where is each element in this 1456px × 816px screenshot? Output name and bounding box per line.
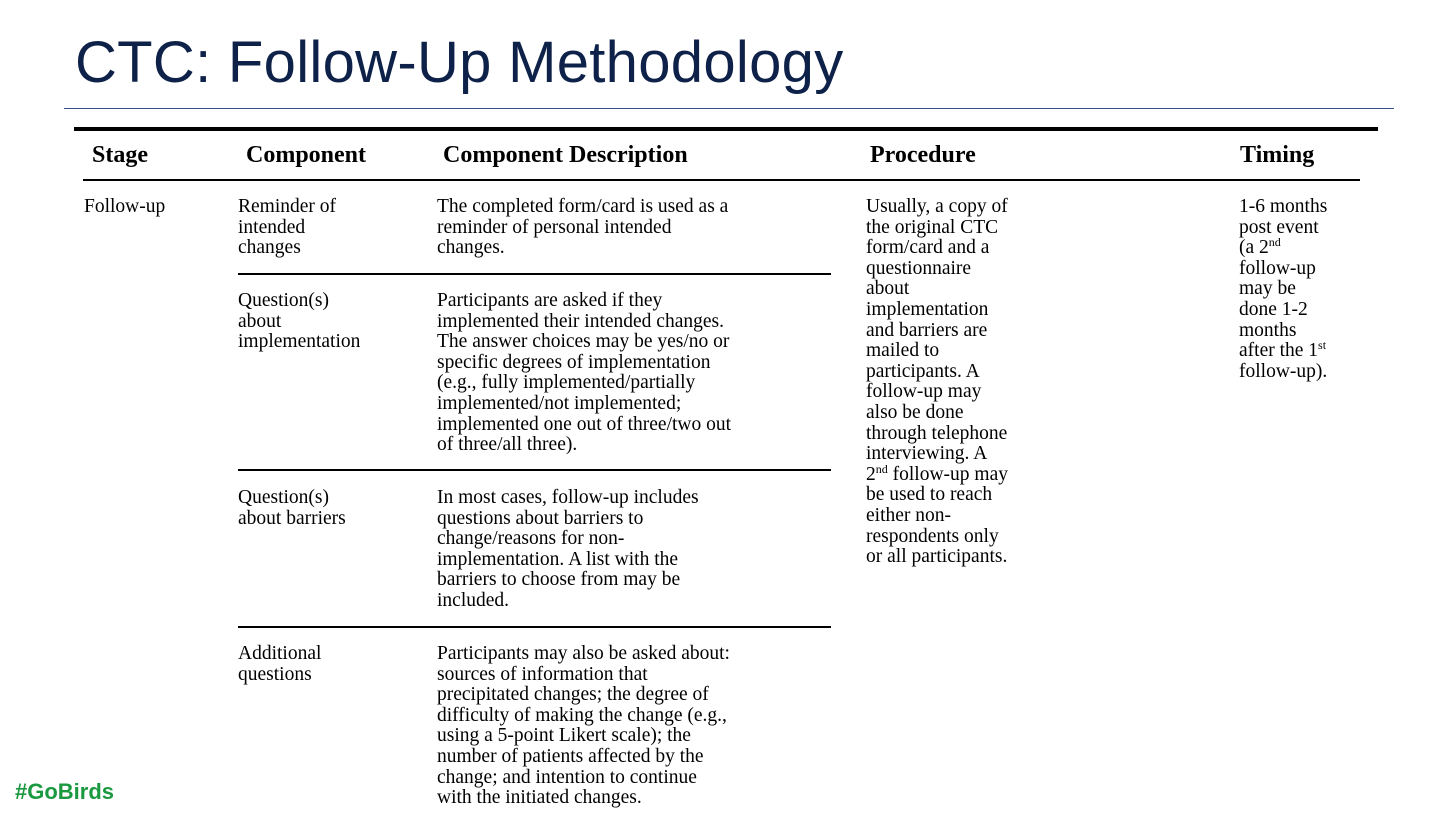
procedure-line: interviewing. A [866, 443, 988, 465]
component-line: about barriers [238, 507, 346, 529]
procedure-ordinal: 2 [866, 463, 876, 485]
description-cell [437, 197, 728, 259]
header-description: Component Description [443, 142, 688, 168]
timing-line [1239, 235, 1327, 259]
description-line: implementation. A list with the [437, 548, 679, 570]
timing-cell [1239, 197, 1327, 382]
description-line: (e.g., fully implemented/partially [437, 372, 696, 394]
header-component: Component [246, 142, 367, 168]
row-separator [238, 626, 831, 628]
procedure-line: follow-up may [866, 381, 982, 403]
procedure-line: questionnaire [866, 257, 972, 279]
procedure-line: respondents only [866, 525, 999, 547]
procedure-line: participants. A [866, 360, 980, 382]
timing-line: may be [1239, 278, 1296, 300]
component-line: implementation [238, 331, 361, 353]
description-line: In most cases, follow-up includes [437, 487, 699, 508]
description-line: The answer choices may be yes/no or [437, 331, 730, 353]
component-line: about [238, 310, 282, 332]
description-line: using a 5-point Likert scale); the [437, 725, 691, 747]
description-line: implemented their intended changes. [437, 310, 724, 332]
header-procedure: Procedure [870, 142, 976, 168]
description-line: difficulty of making the change (e.g., [437, 704, 727, 726]
component-cell [238, 488, 346, 529]
timing-line: follow-up). [1239, 360, 1328, 382]
procedure-line-rest: follow-up may [887, 463, 1008, 485]
timing-line [1239, 338, 1327, 362]
procedure-line: also be done [866, 401, 964, 423]
description-line: with the initiated changes. [437, 787, 642, 809]
title-divider [64, 108, 1394, 109]
component-cell [238, 291, 360, 353]
procedure-line: through telephone [866, 422, 1008, 444]
row-separator [238, 469, 831, 471]
description-line: of three/all three). [437, 434, 578, 456]
procedure-line: about [866, 278, 910, 300]
component-line: intended [238, 216, 306, 238]
row-separator [238, 273, 831, 275]
procedure-ordinal-suffix: nd [875, 461, 888, 476]
description-line: reminder of personal intended [437, 216, 672, 238]
description-line: specific degrees of implementation [437, 351, 711, 373]
component-line: changes [238, 237, 301, 259]
component-cell [238, 644, 321, 685]
timing-ordinal-suffix: nd [1268, 235, 1281, 250]
procedure-line [866, 461, 1008, 486]
timing-line: follow-up [1239, 257, 1316, 279]
timing-ordinal-suffix: st [1318, 338, 1327, 353]
hashtag-label: #GoBirds [15, 779, 115, 804]
procedure-line: Usually, a copy of [866, 196, 1008, 217]
component-line: Additional [238, 643, 322, 664]
description-line: sources of information that [437, 663, 648, 685]
description-line: changes. [437, 237, 505, 259]
table-header-rule [83, 179, 1360, 181]
slide-title: CTC: Follow-Up Methodology [75, 30, 844, 95]
component-line: Question(s) [238, 290, 329, 311]
description-line: implemented one out of three/two out [437, 413, 732, 435]
description-line: Participants may also be asked about: [437, 643, 730, 664]
procedure-line: mailed to [866, 340, 940, 362]
procedure-line: or all participants. [866, 546, 1008, 568]
procedure-line: form/card and a [866, 237, 990, 259]
description-line: Participants are asked if they [437, 290, 663, 311]
timing-line: months [1239, 319, 1297, 341]
header-timing: Timing [1240, 142, 1315, 168]
description-line: included. [437, 589, 510, 611]
procedure-line: implementation [866, 298, 989, 320]
description-line: change; and intention to continue [437, 766, 697, 788]
timing-text: (a 2 [1239, 237, 1269, 259]
component-line: questions [238, 663, 312, 685]
description-cell [437, 488, 699, 612]
component-line: Question(s) [238, 487, 329, 508]
procedure-line: either non- [866, 504, 952, 526]
procedure-cell [866, 197, 1008, 568]
description-line: number of patients affected by the [437, 745, 704, 767]
timing-line: post event [1239, 216, 1319, 238]
description-line: The completed form/card is used as a [437, 196, 729, 217]
description-line: barriers to choose from may be [437, 569, 681, 591]
component-cell [238, 197, 336, 259]
stage-cell: Follow-up [84, 196, 166, 217]
description-line: implemented/not implemented; [437, 392, 682, 414]
timing-line: 1-6 months [1239, 196, 1328, 217]
procedure-line: be used to reach [866, 484, 993, 506]
timing-line: done 1-2 [1239, 298, 1308, 320]
description-cell [437, 291, 731, 456]
description-line: change/reasons for non- [437, 528, 625, 550]
description-line: questions about barriers to [437, 507, 644, 529]
timing-text: after the 1 [1239, 340, 1319, 362]
description-cell [437, 644, 730, 809]
table-top-rule [74, 127, 1378, 131]
description-line: precipitated changes; the degree of [437, 684, 709, 706]
procedure-line: the original CTC [866, 216, 999, 238]
procedure-line: and barriers are [866, 319, 988, 341]
component-line: Reminder of [238, 196, 337, 217]
header-stage: Stage [92, 142, 148, 168]
